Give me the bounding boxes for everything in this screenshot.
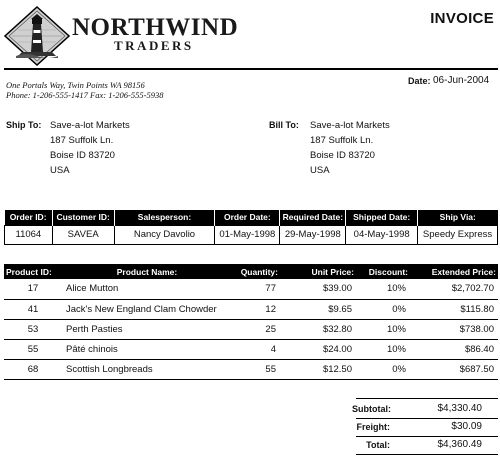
product-id: 53 <box>4 319 62 339</box>
company-phone: Phone: 1-206-555-1417 Fax: 1-206-555-5938 <box>6 90 164 100</box>
bill-to-label: Bill To: <box>269 120 299 130</box>
unit-price: $9.65 <box>280 299 356 319</box>
bill-to-line: Boise ID 83720 <box>310 150 375 161</box>
order-date: 01-May-1998 <box>215 225 280 244</box>
company-address: One Portals Way, Twin Points WA 98156 <box>6 80 145 90</box>
column-header: Customer ID: <box>52 210 114 225</box>
subtotal-value: $4,330.40 <box>437 403 482 414</box>
quantity: 4 <box>232 339 280 359</box>
order-header-row <box>5 210 498 225</box>
order-id: 11064 <box>5 225 53 244</box>
subtotal-label: Subtotal: <box>352 404 391 414</box>
product-id: 17 <box>4 279 62 299</box>
shipped-date: 04-May-1998 <box>346 225 418 244</box>
column-header: Ship Via: <box>418 210 498 225</box>
column-header: Quantity: <box>232 264 280 279</box>
table-row <box>4 279 498 299</box>
column-header: Extended Price: <box>410 264 498 279</box>
unit-price: $39.00 <box>280 279 356 299</box>
bill-to-line: 187 Suffolk Ln. <box>310 135 374 146</box>
table-row <box>4 319 498 339</box>
order-info-table <box>4 210 498 245</box>
product-id: 68 <box>4 359 62 379</box>
unit-price: $32.80 <box>280 319 356 339</box>
product-name: Scottish Longbreads <box>62 359 232 379</box>
date-label: Date: <box>408 76 431 86</box>
product-name: Perth Pasties <box>62 319 232 339</box>
totals-divider <box>356 436 498 437</box>
freight-value: $30.09 <box>451 421 482 432</box>
extended-price: $2,702.70 <box>410 279 498 299</box>
bill-to-address <box>310 118 390 178</box>
column-header: Shipped Date: <box>346 210 418 225</box>
ship-to-line: USA <box>50 165 70 176</box>
totals-divider <box>356 454 498 455</box>
ship-to-line: Boise ID 83720 <box>50 150 115 161</box>
unit-price: $24.00 <box>280 339 356 359</box>
totals-divider <box>356 418 498 419</box>
quantity: 55 <box>232 359 280 379</box>
discount: 10% <box>356 279 410 299</box>
unit-price: $12.50 <box>280 359 356 379</box>
extended-price: $115.80 <box>410 299 498 319</box>
extended-price: $86.40 <box>410 339 498 359</box>
table-row <box>4 359 498 379</box>
extended-price: $687.50 <box>410 359 498 379</box>
date-value: 06-Jun-2004 <box>433 75 490 86</box>
quantity: 25 <box>232 319 280 339</box>
column-header: Required Date: <box>280 210 346 225</box>
totals-divider <box>356 398 498 399</box>
column-header: Product ID: <box>4 264 62 279</box>
company-name: NORTHWIND <box>72 14 239 41</box>
ship-to-line: Save-a-lot Markets <box>50 120 130 131</box>
discount: 0% <box>356 359 410 379</box>
ship-via: Speedy Express <box>418 225 498 244</box>
table-row <box>4 299 498 319</box>
bill-to-line: Save-a-lot Markets <box>310 120 390 131</box>
column-header: Order ID: <box>5 210 53 225</box>
ship-to-line: 187 Suffolk Ln. <box>50 135 114 146</box>
column-header: Discount: <box>356 264 410 279</box>
discount: 10% <box>356 339 410 359</box>
quantity: 12 <box>232 299 280 319</box>
ship-to-address <box>50 118 130 178</box>
lighthouse-logo-icon <box>4 6 70 66</box>
product-name: Jack's New England Clam Chowder <box>62 299 232 319</box>
bill-to-line: USA <box>310 165 330 176</box>
total-label: Total: <box>366 440 390 450</box>
company-subname: TRADERS <box>114 38 194 53</box>
header-divider <box>4 68 498 70</box>
customer-id: SAVEA <box>52 225 114 244</box>
total-value: $4,360.49 <box>437 439 482 450</box>
product-id: 41 <box>4 299 62 319</box>
items-header-row <box>4 264 498 279</box>
extended-price: $738.00 <box>410 319 498 339</box>
column-header: Order Date: <box>215 210 280 225</box>
column-header: Unit Price: <box>280 264 356 279</box>
product-id: 55 <box>4 339 62 359</box>
order-data-row <box>5 225 498 244</box>
document-title: INVOICE <box>430 10 494 27</box>
table-row <box>4 339 498 359</box>
required-date: 29-May-1998 <box>280 225 346 244</box>
salesperson: Nancy Davolio <box>114 225 215 244</box>
freight-label: Freight: <box>356 422 390 432</box>
product-name: Pâté chinois <box>62 339 232 359</box>
discount: 10% <box>356 319 410 339</box>
column-header: Salesperson: <box>114 210 215 225</box>
quantity: 77 <box>232 279 280 299</box>
product-name: Alice Mutton <box>62 279 232 299</box>
column-header: Product Name: <box>62 264 232 279</box>
discount: 0% <box>356 299 410 319</box>
line-items-table <box>4 264 498 380</box>
ship-to-label: Ship To: <box>6 120 42 130</box>
